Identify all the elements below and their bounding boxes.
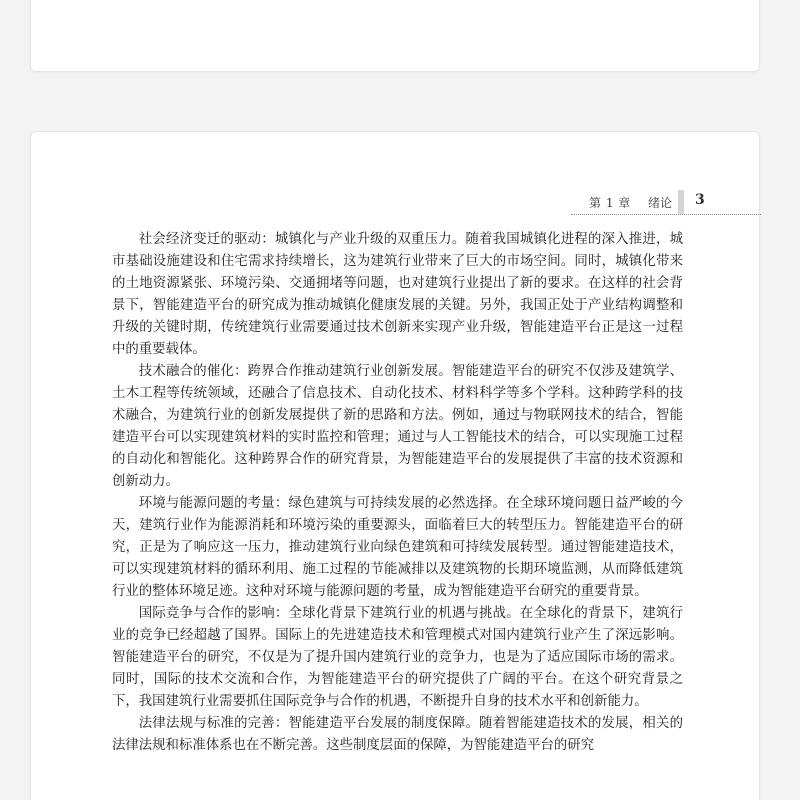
paragraph: 法律法规与标准的完善：智能建造平台发展的制度保障。随着智能建造技术的发展，相关的法律法规和标准体系也在不断完善。这些制度层面的保障，为智能建造平台的研究	[112, 716, 683, 753]
body-text	[112, 229, 683, 757]
page-number: 3	[695, 192, 705, 208]
paragraph: 国际竞争与合作的影响：全球化背景下建筑行业的机遇与挑战。在全球化的背景下，建筑行业的竞争已经超越了国界。国际上的先进建造技术和管理模式对国内建筑行业产生了深远影响。智能建造平台的研究，不仅是为了提升国内建筑行业的竞争力，也是为了适应国际市场的需求。同时，国际的技术交流和合作，为智能建造平台的研究提供了广阔的平台。在这个研究背景之下，我国建筑行业需要抓住国际竞争与合作的机遇，不断提升自身的技术水平和创新能力。	[112, 606, 683, 709]
paragraph: 技术融合的催化：跨界合作推动建筑行业创新发展。智能建造平台的研究不仅涉及建筑学、土木工程等传统领域，还融合了信息技术、自动化技术、材料科学等多个学科。这种跨学科的技术融合，为建筑行业的创新发展提供了新的思路和方法。例如，通过与物联网技术的结合，智能建造平台可以实现建筑材料的实时监控和管理；通过与人工智能技术的结合，可以实现施工过程的自动化和智能化。这种跨界合作的研究背景，为智能建造平台的发展提供了丰富的技术资源和创新动力。	[112, 364, 683, 489]
previous-page	[30, 0, 760, 72]
paragraph: 环境与能源问题的考量：绿色建筑与可持续发展的必然选择。在全球环境问题日益严峻的今天，建筑行业作为能源消耗和环境污染的重要源头，面临着巨大的转型压力。智能建造平台的研究，正是为了响应这一压力，推动建筑行业向绿色建筑和可持续发展转型。通过智能建造技术，可以实现建筑材料的循环利用、施工过程的节能减排以及建筑物的长期环境监测，从而降低建筑行业的整体环境足迹。这种对环境与能源问题的考量，成为智能建造平台研究的重要背景。	[112, 496, 683, 599]
header-divider-bar	[678, 190, 684, 214]
chapter-label: 第 1 章	[589, 196, 631, 210]
current-page	[30, 131, 760, 800]
running-header	[571, 188, 761, 215]
chapter-title: 绪论	[648, 196, 673, 210]
paragraph: 社会经济变迁的驱动：城镇化与产业升级的双重压力。随着我国城镇化进程的深入推进，城市基础设施建设和住宅需求持续增长，这为建筑行业带来了巨大的市场空间。同时，城镇化带来的土地资源紧张、环境污染、交通拥堵等问题，也对建筑行业提出了新的要求。在这样的社会背景下，智能建造平台的研究成为推动城镇化健康发展的关键。另外，我国正处于产业结构调整和升级的关键时期，传统建筑行业需要通过技术创新来实现产业升级，智能建造平台正是这一过程中的重要载体。	[112, 232, 683, 357]
